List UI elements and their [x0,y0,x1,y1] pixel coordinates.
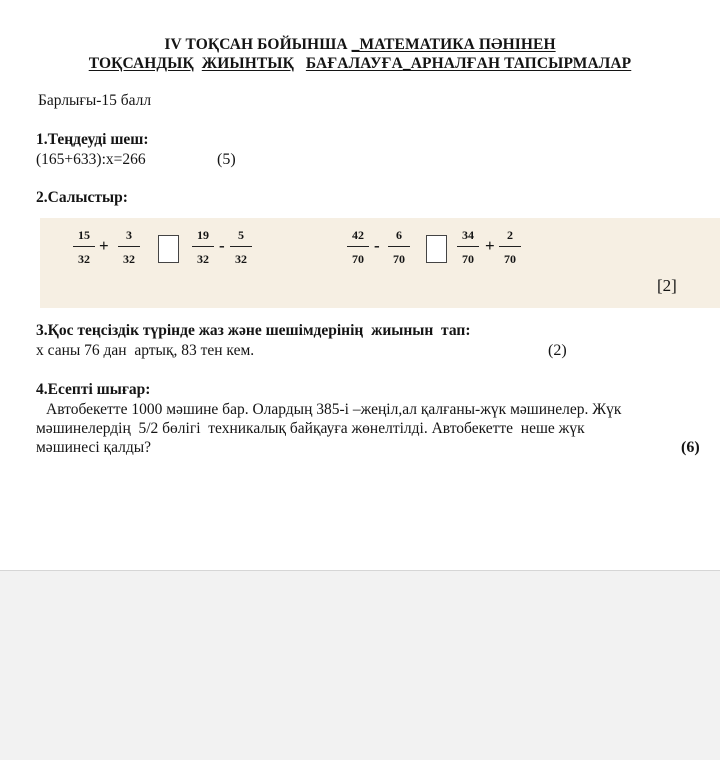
fraction [116,228,142,267]
task4-title: 4.Есепті шығар: [36,381,151,398]
task2-points: [2] [657,276,677,295]
fraction-bar [457,246,479,247]
empty-background-area [0,570,720,760]
minus-sign: - [219,236,225,255]
numerator: 15 [78,228,90,242]
header-line-2 [0,55,720,73]
header-word-2: ЖИЫНТЫҚ [201,55,294,72]
task1-title: 1.Теңдеуді шеш: [36,131,149,148]
fraction [228,228,254,267]
total-score: Барлығы-15 балл [38,92,152,109]
plus-sign: + [99,236,109,255]
denominator: 70 [393,252,405,266]
fraction-bar [230,246,252,247]
task3-text: х саны 76 дан артық, 83 тен кем. [36,342,255,359]
task1-points: (5) [217,151,236,168]
numerator: 5 [238,228,244,242]
comparison-answer-box[interactable] [426,235,447,263]
task4-line-2: мәшинелердің 5/2 бөлігі техникалық байқауға жөнелтілді. Автобекетте неше жүк [36,420,585,437]
minus-sign: - [374,236,380,255]
header-subject: _МАТЕМАТИКА ПӘНІНЕН [351,36,556,53]
header-word-4: _АРНАЛҒАН ТАПСЫРМАЛАР [402,55,632,72]
numerator: 34 [462,228,474,242]
numerator: 19 [197,228,209,242]
fraction [386,228,412,267]
fraction-bar [347,246,369,247]
denominator: 70 [504,252,516,266]
header-line-1 [0,36,720,54]
task3-points: (2) [548,342,567,359]
comparison-panel [40,218,720,308]
header-prefix: IV ТОҚСАН БОЙЫНША [164,36,352,53]
numerator: 3 [126,228,132,242]
task1-equation: (165+633):х=266 [36,151,146,168]
fraction [345,228,371,267]
task4-line-3: мәшинесі қалды? [36,439,152,456]
plus-sign: + [485,236,495,255]
fraction-bar [388,246,410,247]
fraction-bar [118,246,140,247]
fraction [71,228,97,267]
task2-title: 2.Салыстыр: [36,189,128,206]
task4-line-1: Автобекетте 1000 мәшине бар. Олардың 385-і –жеңіл,ал қалғаны-жүк мәшинелер. Жүк [46,401,622,418]
fraction-bar [499,246,521,247]
fraction-bar [192,246,214,247]
fraction [497,228,523,267]
numerator: 2 [507,228,513,242]
comparison-answer-box[interactable] [158,235,179,263]
fraction [455,228,481,267]
header-word-1: ТОҚСАНДЫҚ [88,55,194,72]
header-word-3: БАҒАЛАУҒА [305,55,403,72]
numerator: 42 [352,228,364,242]
task4-points: (6) [681,439,700,456]
numerator: 6 [396,228,402,242]
task3-title: 3.Қос теңсіздік түрінде жаз және шешімдерінің жиынын тап: [36,322,471,339]
fraction [190,228,216,267]
denominator: 32 [123,252,135,266]
denominator: 32 [78,252,90,266]
denominator: 32 [235,252,247,266]
denominator: 32 [197,252,209,266]
fraction-bar [73,246,95,247]
denominator: 70 [462,252,474,266]
denominator: 70 [352,252,364,266]
